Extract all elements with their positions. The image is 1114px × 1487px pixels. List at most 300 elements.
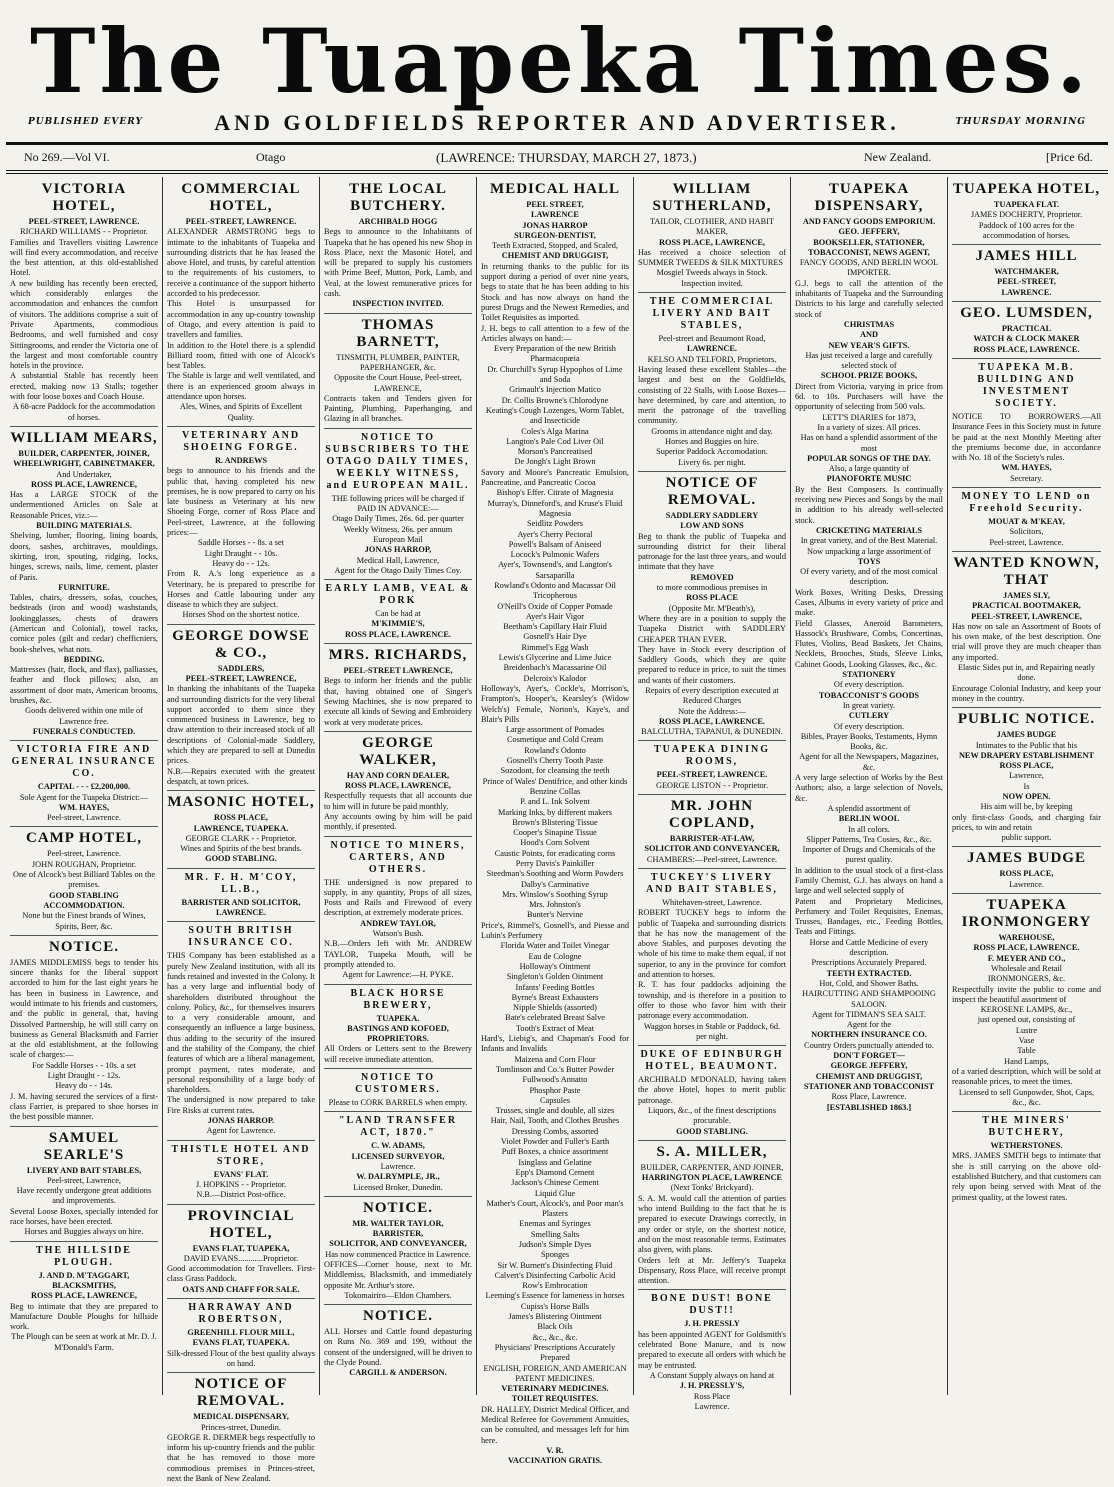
advertisement-heading: JAMES HILL	[975, 248, 1078, 265]
masthead-rule	[6, 142, 1108, 145]
advertisement-heading: TUAPEKA HOTEL,	[952, 181, 1101, 197]
advertisement	[638, 475, 786, 742]
advertisement	[952, 362, 1101, 488]
dateline-rule-top	[6, 170, 1108, 171]
advertisement-text: Has now on sale an Assortment of Boots of his own make, of the best description. One trial will prove they are much cheaper than any imported.	[952, 621, 1101, 662]
advertisement-text: ANDREW TAYLOR,	[360, 918, 436, 928]
advertisement-text: Wines and Spirits of the best brands.	[180, 844, 302, 854]
advertisement	[952, 711, 1101, 847]
advertisement-text: Lewis's Glycerine and Lime Juice	[498, 653, 612, 663]
advertisement-text: Every Preparation of the new British Pharmacopœia	[494, 344, 616, 364]
advertisement-text: James's Blistering Ointment	[508, 1312, 602, 1322]
advertisement-text: BALCLUTHA, TAPANUI, & DUNEDIN.	[641, 727, 783, 737]
advertisement-text: BARRISTER-AT-LAW,	[669, 834, 755, 844]
advertisement-text: Benzine Collas	[529, 786, 581, 796]
advertisement	[324, 840, 472, 985]
advertisement-text: has been appointed AGENT for Goldsmith's celebrated Bone Manure, and is now prepared to execute all orders with which he may be entrusted.	[638, 1329, 786, 1370]
advertisement	[638, 1293, 786, 1415]
advertisement-text: Direct from Victoria, varying in price from 6d. to 10s. Purchasers will have the opportunity of selecting from 500 vols.	[795, 381, 943, 412]
advertisement-heading: CAMP HOTEL,	[25, 830, 142, 847]
advertisement-text: CHAMBERS:—Peel-street, Lawrence.	[646, 854, 778, 864]
advertisement	[952, 555, 1101, 708]
advertisement-text: Keating's Cough Lozenges, Worm Tablet, and Insecticide	[485, 405, 625, 426]
advertisement-heading: MASONIC HOTEL,	[167, 794, 315, 811]
advertisement-text: In a variety of sizes. All prices.	[817, 422, 921, 432]
issue-price: [Price 6d.	[1046, 150, 1093, 164]
advertisement	[10, 830, 158, 935]
newspaper-subtitle: AND GOLDFIELDS REPORTER AND ADVERTISER.	[214, 110, 900, 135]
advertisement	[324, 647, 472, 732]
advertisement-text: LICENSED SURVEYOR,	[351, 1151, 445, 1161]
advertisement-text: Importer of Drugs and Chemicals of the purest quality.	[802, 845, 936, 865]
advertisement-text: Peel-street, Lawrence.	[47, 849, 121, 859]
advertisement-text: ALL Horses and Cattle found depasturing on Runs No. 369 and 199, without the consent of the undersigned, will be driven to the Clyde Pound.	[324, 1327, 472, 1368]
advertisement-text: Bate's celebrated Breast Salve	[505, 1013, 605, 1023]
advertisement-text: Dressing Combs, assorted	[511, 1126, 599, 1136]
advertisement-text: His aim will be, by keeping	[980, 802, 1073, 812]
advertisement-text: EVANS FLAT, TUAPEKA,	[192, 1243, 290, 1253]
advertisement-heading: TUCKEY'S LIVERY AND BAIT STABLES,	[646, 871, 778, 895]
advertisement	[324, 317, 472, 429]
advertisement-text: Bishop's Effer. Citrate of Magnesia	[496, 488, 614, 498]
advertisement-text: Phosphor Paste	[529, 1085, 581, 1095]
advertisement	[638, 181, 786, 293]
advertisement-text: BUILDER, CARPENTER, JOINER,	[18, 448, 150, 458]
advertisement-heading: MR. F. H. M'COY, LL.B.,	[184, 871, 298, 895]
advertisement-heading: PROVINCIAL HOTEL,	[187, 1207, 295, 1241]
dateline-date: (LAWRENCE: THURSDAY, MARCH 27, 1873.)	[436, 150, 697, 165]
advertisement-text: INSPECTION INVITED.	[352, 299, 444, 309]
advertisement-text: Peel-street and Beaumont Road,	[658, 334, 766, 344]
advertisement-text: ROSS PLACE, LAWRENCE,	[30, 479, 138, 489]
advertisement-text: Rowland's Odonto	[524, 745, 586, 755]
advertisement-text: WETHERSTONES.	[990, 1141, 1063, 1151]
advertisement-text: Any accounts owing by him will be paid monthly, if presented.	[324, 811, 472, 832]
advertisement-text: Holloway's Ointment	[519, 961, 591, 971]
advertisement-text: Good accommodation for Travellers. First-class Grass Paddock.	[167, 1264, 315, 1284]
advertisement-text: BUILDING MATERIALS.	[36, 521, 132, 531]
advertisement-text: TAILOR, CLOTHIER, AND HABIT MAKER,	[649, 217, 774, 237]
advertisement	[167, 1302, 315, 1373]
advertisement-text: Singleton's Golden Ointment	[506, 972, 604, 982]
advertisement-text: Otago Daily Times, 26s. 6d. per quarter	[332, 514, 464, 524]
advertisement-text: Peel-street, Lawrence,	[47, 1175, 121, 1185]
advertisement-text: A substantial Stable has recently been erected, making now 13 Stalls; together with four loose boxes and Coach House.	[10, 371, 158, 402]
advertisement-text: Agent for all the Newspapers, Magazines, &c.	[799, 752, 939, 772]
advertisement-text: Heavy do - - 12s.	[212, 558, 270, 568]
advertisement-text: (Next Tonks' Brickyard).	[670, 1183, 754, 1193]
column-6	[791, 177, 948, 1395]
advertisement-text: PEEL STREET,	[526, 200, 584, 209]
advertisement-text: OATS AND CHAFF FOR SALE.	[182, 1284, 300, 1294]
advertisement-text: Ross Place, Lawrence.	[831, 1092, 907, 1102]
dateline-rule-bottom	[6, 173, 1108, 174]
advertisement-text: A splendid assortment of	[827, 803, 911, 813]
advertisement-text: ROSS PLACE, LAWRENCE,	[344, 781, 452, 791]
advertisement-text: N.B.—District Post-office.	[196, 1190, 286, 1200]
advertisement-text: Ales, Wines, and Spirits of Excellent Quality.	[179, 402, 303, 422]
advertisement-text: Powell's Balsam of Aniseed	[508, 539, 602, 549]
advertisement-text: SURGEON-DENTIST,	[514, 230, 596, 240]
advertisement-text: Horses and Buggies on hire.	[665, 437, 759, 447]
advertisement-text: PEEL-STREET,	[997, 277, 1056, 287]
advertisement-text: Isinglass and Gelatine	[518, 1157, 592, 1167]
advertisement-heading: MRS. RICHARDS,	[328, 647, 468, 664]
advertisement-heading: TUAPEKA M.B. BUILDING AND INVESTMENT SOCIETY.	[977, 361, 1076, 409]
advertisement-text: EVANS' FLAT.	[213, 1169, 269, 1179]
advertisement-text: Cooper's Sinapine Tissue	[513, 828, 597, 838]
advertisement-text: JAMES SLY,	[1003, 590, 1050, 600]
advertisement-text: Tooth's Extract of Meat	[515, 1023, 595, 1033]
advertisement-text: Perry Davis's Painkiller	[515, 859, 595, 868]
advertisement-heading: SAMUEL SEARLE'S	[43, 1129, 125, 1163]
advertisement-text: Cupiss's Horse Balls	[520, 1301, 590, 1311]
advertisement-text: LAWRENCE	[531, 210, 579, 220]
advertisement-text: Lawrence,	[1009, 771, 1044, 781]
advertisement-text: JAMES BUDGE	[996, 730, 1057, 740]
advertisement-text: Byrne's Breast Exhausters	[511, 992, 599, 1002]
advertisement-text: Tables, chairs, dressers, sofas, couches, bedsteads (iron and wood) washstands, lookingglasses, chests of drawers (American and Colonial), towel racks, cornice poles (gilt and cedar) chefficniers, book-shelves, what nots.	[10, 593, 158, 654]
advertisement-text: BUILDER, CARPENTER, AND JOINER,	[640, 1162, 784, 1172]
advertisement-heading: NOTICE.	[363, 1199, 433, 1216]
advertisement-text: PEEL-STREET, LAWRENCE.	[185, 217, 297, 226]
advertisement-text: In all colors.	[848, 824, 890, 834]
advertisement-text: Bibles, Prayer Books, Testaments, Hymn Books, &c.	[800, 731, 938, 752]
advertisement-text: PEEL-STREET, LAWRENCE,	[971, 611, 1082, 621]
advertisement-heading: S. A. MILLER,	[656, 1143, 768, 1160]
advertisement-text: Mather's Court, Alcock's, and Poor man's Plasters	[486, 1198, 624, 1219]
advertisement-heading: THISTLE HOTEL AND STORE,	[171, 1143, 311, 1167]
advertisement-text: STATIONER AND TOBACCONIST	[803, 1081, 935, 1091]
advertisement-text: Light Draught - - 10s.	[204, 548, 278, 558]
advertisement-text: ARCHIBALD M'DONALD, having taken the above Hotel, hopes to merit public patronage.	[638, 1075, 786, 1105]
advertisement-text: ROSS PLACE, LAWRENCE.	[658, 716, 766, 726]
advertisement-text: Opposite the Court House, Peel-street, LAWRENCE,	[334, 373, 462, 393]
advertisement-text: Repairs of every description executed at Reduced Charges	[645, 685, 779, 706]
advertisement-text: Agent for the	[846, 1020, 892, 1030]
advertisement-text: Grimault's Injection Matico	[509, 385, 601, 395]
advertisement-text: Paddock of 100 acres for the accommodation of horses.	[978, 220, 1075, 240]
advertisement-text: NORTHERN INSURANCE CO.	[811, 1030, 927, 1040]
issue-number: No 269.—Vol VI.	[24, 150, 110, 164]
advertisement-text: LIVERY AND BAIT STABLES,	[26, 1165, 142, 1175]
advertisement-heading: THE MINERS' BUTCHERY,	[982, 1115, 1071, 1139]
advertisement-heading: NOTICE TO CUSTOMERS.	[355, 1072, 441, 1096]
advertisement-text: Murray's, Dinneford's, and Kruse's Fluid Magnesia	[487, 498, 623, 518]
advertisement-text: BEDDING.	[63, 654, 105, 664]
advertisement-text: Large assortment of Pomades	[505, 725, 605, 735]
advertisement-text: Ross Place	[693, 1391, 731, 1401]
advertisement-heading: EARLY LAMB, VEAL & PORK	[325, 583, 471, 607]
advertisement-text: Princes-street, Dunedin.	[201, 1422, 281, 1432]
advertisement-text: Holloway's, Ayer's, Cockle's, Morrison's, Frampton's, Hooper's, Kearsley's (Widow Welch's) Female, Norton's, Kaye's, and Blair's Pills	[481, 683, 629, 724]
advertisement-text: ARCHIBALD HOGG	[358, 217, 438, 226]
advertisement-text: ROBERT TUCKEY begs to inform the public of Tuapeka and surrounding districts that he has now the management of the above Stables, and purposes devoting the whole of his time to make them equal, if not superior, to any in the province for comfort and attention to horses.	[638, 908, 786, 980]
advertisement-text: Liquors, &c., of the finest descriptions procurable.	[647, 1106, 777, 1126]
advertisement-text: S. A. M. would call the attention of parties who intend Building to the fact that he is prepared to execute Drawings correctly, in any order or style, on the shortest notice, and on the most reasonable terms. Estimates also given, with plans.	[638, 1193, 786, 1255]
advertisement-text: Gosnell's Cherry Tooth Paste	[506, 756, 604, 766]
advertisement-text: A Constant Supply always on hand at	[649, 1370, 775, 1380]
advertisement-text: LAWRENCE.	[1001, 287, 1052, 297]
newspaper-title: The Tuapeka Times.	[30, 9, 1091, 113]
advertisement-text: WHEELWRIGHT, CABINETMAKER,	[13, 459, 155, 469]
advertisement-text: Violet Powder and Fuller's Earth	[500, 1137, 610, 1147]
advertisement-text: FUNERALS CONDUCTED.	[32, 726, 136, 736]
advertisement-text: Grooms in attendance night and day.	[651, 426, 773, 436]
advertisement	[638, 798, 786, 869]
advertisement-text: Shelving, lumber, flooring, lining boards, doors, sashes, architraves, mouldings, skirting, iron, spouting, ridging, locks, hinges, screws, nails, lime, cement, plaster of Paris.	[10, 531, 158, 582]
advertisement-text: Elastic Sides put in, and Repairing neatly done.	[957, 663, 1096, 683]
advertisement-text: Tomlinson and Co.'s Butter Powder	[495, 1064, 615, 1074]
advertisement-text: Vase	[1018, 1036, 1035, 1046]
advertisement-text: Having leased these excellent Stables—the largest and best on the Goldfields, consisting of 22 Stalls, with Loose Boxes—have determined, by care and attention, to merit the patronage of the travelling community.	[638, 364, 786, 426]
advertisement-text: Where they are in a position to supply the Tuapeka District with SADDLERY CHEAPER THAN EVER.	[638, 613, 786, 644]
published-every-label: PUBLISHED EVERY	[28, 117, 143, 127]
advertisement-text: Watson's Bush.	[372, 929, 424, 939]
advertisement-text: MEDICAL DISPENSARY,	[193, 1412, 289, 1422]
advertisement-text: In addition to the usual stock of a first-class Family Chemist, G.J. has always on hand a large and well selected supply of	[795, 865, 943, 896]
advertisement-text: Licensed Broker, Dunedin.	[353, 1182, 443, 1192]
advertisement-text: NOTICE TO BORROWERS.—All Insurance Fees in this Society must in future be paid at the next Monthly Meeting after the premiums become due, in accordance with No. 18 of the Society's rules.	[952, 411, 1101, 463]
advertisement-text: Dr. Churchill's Syrup Hypophos of Lime and Soda	[487, 364, 623, 385]
advertisement-text: PRACTICAL BOOTMAKER,	[972, 601, 1081, 611]
advertisement-text: Has received a choice selection of SUMMER TWEEDS & SILK MIXTURES	[638, 247, 786, 268]
advertisement-text: One of Alcock's best Billiard Tables on the premises.	[12, 870, 155, 890]
advertisement-text: Agent for Lawrence:—H. PYKE.	[342, 970, 454, 980]
advertisement-text: SCHOOL PRIZE BOOKS,	[820, 371, 918, 381]
advertisement-text: Light Draught - - 12s.	[47, 1071, 121, 1081]
advertisement-text: KEROSENE LAMPS, &c.,	[980, 1005, 1073, 1015]
advertisement-text: Smelling Salts	[530, 1229, 580, 1239]
advertisement-text: CHEMIST AND DRUGGIST,	[815, 1071, 923, 1081]
advertisement-text: Peel-street, Lawrence.	[47, 813, 121, 823]
advertisement-text: Lustre	[1015, 1025, 1038, 1035]
advertisement	[952, 491, 1101, 552]
advertisement-text: Has a LARGE STOCK of the undermentioned Articles on Sale at Reasonable Prices, viz.:—	[10, 490, 158, 520]
advertisement	[481, 181, 629, 1470]
advertisement-text: NEW DRAPERY ESTABLISHMENT	[958, 750, 1095, 760]
advertisement-text: REMOVED	[690, 572, 734, 582]
advertisement-heading: MEDICAL HALL	[490, 181, 620, 197]
advertisement-text: OFFICES—Corner house, next to Mr. Middlemiss, Blacksmith, and immediately opposite Mr. Arthur's store.	[324, 1260, 472, 1290]
advertisement-text: Horses Shod on the shortest notice.	[182, 610, 300, 620]
advertisement-text: JAMES MIDDLEMISS begs to tender his sincere thanks for the liberal support accorded to him for the last eight years he has been in business in Lawrence, and would intimate to his friends and customers, and the public in general, that, having Dissolved Partnership, he will still carry on business as General Blacksmith and Farrier at the old establishment, at the following scale of charges:—	[10, 957, 158, 1060]
advertisement-text: By the Best Composers. Is continually receiving new Pieces and Songs by the mail in addition to his already well-selected stock.	[795, 484, 943, 525]
advertisement-text: Also, a large quantity of	[828, 464, 910, 474]
advertisement	[167, 794, 315, 868]
advertisement-text: Field Glasses, Aneroid Barometers, Hassock's Brushware, Combs, Concertinas, Flutes, Violins, Bead Baskets, Jet Chains, Necklets, Brooches, Studs, Sleeve Links, Cabinet Goods, Looking Glasses, &c., &c.	[795, 618, 943, 669]
advertisement-text: FURNITURE.	[58, 582, 110, 592]
advertisement-text: BARRISTER AND SOLICITOR,	[181, 897, 301, 907]
advertisement-text: Of every description.	[833, 721, 905, 731]
dateline	[6, 148, 1108, 168]
advertisement-text: CHRISTMAS	[843, 319, 895, 329]
advertisement-text: Peel-street, Lawrence.	[989, 537, 1064, 547]
advertisement-text: Lawrence.	[380, 1161, 416, 1171]
advertisement-text: HAY AND CORN DEALER,	[346, 770, 450, 780]
advertisement-text: Cosmetique and Cold Cream	[506, 735, 604, 745]
advertisement	[167, 1208, 315, 1299]
advertisement-text: BASTINGS AND KOFOED,	[347, 1023, 449, 1033]
advertisement-text: TOBACCONIST, NEWS AGENT,	[808, 247, 930, 257]
advertisement-text: M'KIMMIE'S,	[371, 619, 425, 629]
advertisement-text: Agent for the Otago Daily Times Coy.	[334, 565, 462, 575]
advertisement-text: Solicitors,	[1009, 527, 1044, 537]
advertisement-text: ROSS PLACE, LAWRENCE.	[344, 629, 452, 639]
advertisement-text: In addition to the Hotel there is a splendid Billiard room, fitted with one of Alcock's best Tables.	[167, 340, 315, 371]
advertisement-text: Florida Water and Toilet Vinegar	[500, 941, 610, 951]
advertisement	[638, 1049, 786, 1141]
advertisement-text: The Stable is large and well ventilated, and there is an experienced groom always in attendance upon horses.	[167, 371, 315, 402]
advertisement-text: ROSS PLACE, LAWRENCE,	[658, 237, 766, 247]
column-1	[6, 177, 163, 1395]
advertisement-text: GEORGE R. DERMER begs respectfully to inform his up-country friends and the public that he has removed to those more commodious premises in Princes-street, next the Bank of New Zealand.	[167, 1432, 315, 1484]
advertisement-heading: HARRAWAY AND ROBERTSON,	[188, 1302, 294, 1326]
advertisement-text: N.B.—Orders left with Mr. ANDREW TAYLOR, Tuapeka Mouth, will be promptly attended to.	[324, 939, 472, 969]
advertisement-text: Brown's Blistering Tissue	[512, 817, 598, 827]
advertisement-heading: VETERINARY AND SHOEING FORGE.	[181, 429, 301, 453]
advertisement-text: Beg to thank the public of Tuapeka and surrounding district for their liberal patronage for the last three years, and would intimate that they have	[638, 531, 786, 572]
column-5	[634, 177, 791, 1411]
advertisement-text: STATIONERY	[842, 670, 896, 680]
advertisement-text: In thanking the inhabitants of the Tuapeka and surrounding districts for the very liberal support accorded to them since they commenced business in Lawrence, beg to draw attention to their increased stock of all descriptions of Colonial-made Saddlery, which they are prepared to sell at Dunedin prices.	[167, 684, 315, 766]
advertisement-text: R. T. has four paddocks adjoining the township, and is therefore in a position to offer to those who favor him with their patronage every accommodation.	[638, 980, 786, 1021]
advertisement-text: The undersigned is now prepared to take Fire Risks at current rates.	[167, 1095, 315, 1115]
advertisement-text: Capsules	[540, 1095, 570, 1105]
advertisement-text: Families and Travellers visiting Lawrence will find every accommodation, and receive the best attention, at this old-established Hotel.	[10, 237, 158, 278]
advertisement	[167, 430, 315, 625]
advertisement-text: GEORGE LISTON - - Proprietor.	[655, 780, 769, 790]
advertisement-text: EVANS FLAT, TUAPEKA.	[192, 1338, 290, 1348]
advertisement-text: RICHARD WILLIAMS - - Proprietor.	[20, 227, 148, 237]
advertisement-heading: BONE DUST! BONE DUST!!	[651, 1293, 773, 1317]
advertisement-text: All Orders or Letters sent to the Brewery will receive immediate attention.	[324, 1044, 472, 1064]
advertisement-text: Please to CORK BARRELS when empty.	[328, 1098, 468, 1108]
advertisement	[952, 1115, 1101, 1206]
advertisement-heading: "LAND TRANSFER ACT, 1870."	[338, 1115, 458, 1139]
advertisement-text: DR. HALLEY, District Medical Officer, and Medical Referee for Government Annuities, can be consulted, and messages left for him here.	[481, 1404, 629, 1445]
advertisement-heading: GEO. LUMSDEN,	[960, 305, 1093, 322]
advertisement-text: Now unpacking a large assortment of	[806, 546, 932, 556]
advertisement	[324, 583, 472, 644]
advertisement	[167, 1376, 315, 1487]
advertisement-text: Morson's Pancreatised	[517, 447, 593, 457]
advertisement	[952, 850, 1101, 894]
advertisement-text: &c., &c., &c.	[532, 1332, 578, 1342]
advertisement-heading: WANTED KNOWN, THAT	[953, 554, 1100, 588]
advertisement	[10, 181, 158, 427]
advertisement-heading: GEORGE WALKER,	[359, 734, 437, 768]
advertisement-text: From R. A.'s long experience as a Veterinary, he is prepared to prescribe for Horses and Cattle labouring under any disease to which they are subject.	[167, 569, 315, 610]
advertisement-text: ROSS PLACE,	[999, 869, 1054, 879]
advertisement-text: WM. HAYES,	[58, 802, 110, 812]
advertisement-text: Teeth Extracted, Stopped, and Scaled,	[492, 241, 618, 251]
advertisement-text: F. MEYER AND CO.,	[987, 953, 1066, 963]
advertisement-text: ROSS PLACE, LAWRENCE.	[973, 943, 1080, 953]
advertisement-text: GOOD STABLING ACCOMMODATION.	[43, 890, 125, 910]
advertisement-text: Respectfully invite the public to come and inspect the beautiful assortment of	[952, 984, 1101, 1004]
advertisement-text: C. W. ADAMS,	[371, 1141, 425, 1151]
advertisement-text: J. HOPKINS - - Proprietor.	[195, 1179, 287, 1189]
advertisement-text: Ayer's, Townsend's, and Langton's Sarsaparilla	[498, 560, 612, 580]
advertisement-text: ROSS PLACE, LAWRENCE,	[30, 1291, 138, 1301]
advertisement	[638, 872, 786, 1046]
advertisement-text: MRS. JAMES SMITH begs to intimate that she is still carrying on the above old-established Butchery, and that customers can rely upon being served with Meat of the primest quality, at the lowest rates.	[952, 1151, 1101, 1202]
advertisement-text: SOLICITOR AND CONVEYANCER,	[644, 844, 780, 854]
advertisement-text: KELSO AND TELFORD, Proprietors.	[647, 354, 777, 364]
advertisement	[324, 1072, 472, 1112]
advertisement-text: Caustic Points, for eradicating corns	[494, 848, 616, 858]
advertisement-text: MOUAT & M'KEAY,	[988, 517, 1065, 527]
advertisement-text: Orders left at Mr. Jeffery's Tuapeka Dispensary, Ross Place, will receive prompt attention.	[638, 1255, 786, 1286]
advertisement-heading: WILLIAM SUTHERLAND,	[652, 181, 772, 214]
advertisement-text: Calvert's Disinfecting Carbolic Acid	[494, 1270, 616, 1280]
advertisement-text: J. H. PRESSLY	[684, 1319, 740, 1329]
advertisement-text: WATCHMAKER,	[994, 267, 1059, 277]
advertisement-text: VETERINARY MEDICINES.	[501, 1384, 609, 1394]
advertisement-text: JONAS HARROP	[522, 220, 588, 230]
advertisement-text: For Saddle Horses - - 10s. a set	[32, 1060, 136, 1070]
advertisement-text: Ayer's Hair Vigor	[525, 611, 585, 621]
advertisement-text: Secretary.	[1010, 473, 1043, 483]
advertisement-text: VACCINATION GRATIS.	[507, 1456, 603, 1466]
advertisement-text: begs to announce to his friends and the public that, having completed his new premises, he is now prepared to carry on his late business as Veterinary at his new Shoeing Forge, corner of Ross Place and Peel-street, Lawrence, at the following prices:—	[167, 466, 315, 538]
advertisement-text: Horse and Cattle Medicine of every description.	[809, 937, 929, 958]
advertisement	[10, 939, 158, 1127]
advertisement-heading: MONEY TO LEND on Freehold Security.	[961, 491, 1092, 515]
advertisement-text: THIS Company has been established as a purely New Zealand institution, with all its funds retained and invested in the Colony. It has a very large and influential body of shareholders distributed throughout the colony. Policy, &c., for themselves insurers to a very considerable amount, and consequently an influence a large business, thus adding to the security of the insured and the stability of the Company, the chief features of which are a liberal management, prompt payment, rates moderate, and personal responsibility of a large body of shareholders.	[167, 951, 315, 1095]
advertisement-text: LAWRENCE, TUAPEKA.	[193, 823, 289, 833]
advertisement-text: Tokomairiro—Eldon Chambers.	[344, 1290, 452, 1300]
advertisement-text: ROSS PLACE, LAWRENCE.	[973, 344, 1080, 354]
advertisement-text: Black Oils	[537, 1322, 573, 1332]
dateline-country: New Zealand.	[864, 150, 932, 164]
advertisement-text: BOOKSELLER, STATIONER,	[813, 237, 925, 247]
advertisement-text: Mrs. Winslow's Soothing Syrup	[502, 889, 608, 899]
advertisement-text: Of every variety, and of the most comical description.	[800, 567, 938, 587]
advertisement-text: BERLIN WOOL	[838, 814, 900, 824]
advertisement-text: TOYS	[857, 556, 881, 566]
advertisement	[324, 1200, 472, 1305]
advertisement-text: In great variety.	[842, 700, 896, 710]
advertisement-text: FANCY GOODS, AND BERLIN WOOL IMPORTER.	[799, 258, 939, 278]
advertisement-text: DON'T FORGET—	[833, 1051, 905, 1061]
advertisement	[167, 181, 315, 427]
advertisement-text: Contracts taken and Tenders given for Painting, Plumbing, Paperhanging, and Glazing in all branches.	[324, 393, 472, 424]
advertisement-text: Note the Address:—	[678, 706, 746, 716]
advertisement-text: IRONMONGERS, &c.	[987, 974, 1066, 984]
advertisement-text: N.B.—Repairs executed with the greatest despatch, at town prices.	[167, 766, 315, 786]
advertisement-text: LOW AND SONS	[680, 521, 744, 531]
advertisement-heading: NOTICE OF REMOVAL.	[665, 474, 759, 508]
advertisement-text: Physicians' Prescriptions Accurately Prepared	[494, 1342, 616, 1363]
advertisement-heading: MR. JOHN COPLAND,	[669, 798, 755, 832]
advertisement-text: CUTLERY	[848, 711, 890, 721]
advertisement	[10, 744, 158, 827]
advertisement-text: SOLICITOR, AND CONVEYANCER,	[329, 1239, 467, 1249]
advertisement-text: NOW OPEN.	[1002, 791, 1051, 801]
advertisement-text: CHEMIST AND DRUGGIST,	[501, 251, 609, 261]
advertisement-text: GOOD STABLING.	[205, 854, 277, 864]
advertisement-text: Judson's Simple Dyes	[518, 1239, 592, 1249]
advertisement-text: CAPITAL - - - £2,200,000.	[37, 782, 131, 792]
advertisement	[167, 628, 315, 792]
advertisement-text: Sole Agent for the Tuapeka District:—	[19, 792, 149, 802]
advertisement-text: PIANOFORTE MUSIC	[826, 474, 912, 484]
advertisement-text: A new building has recently been erected, which considerably enlarges the accommodation and enhances the comfort of visitors. The additions comprise a suit of Private Apartments, commodious Bedrooms, and well furnished and cosy Sittingrooms, and render the Victoria one of the largest and most comfortable country hotels in the province.	[10, 278, 158, 371]
advertisement-text: Eau de Cologne	[528, 951, 582, 961]
advertisement-text: DAVID EVANS............Proprietor.	[183, 1253, 299, 1263]
